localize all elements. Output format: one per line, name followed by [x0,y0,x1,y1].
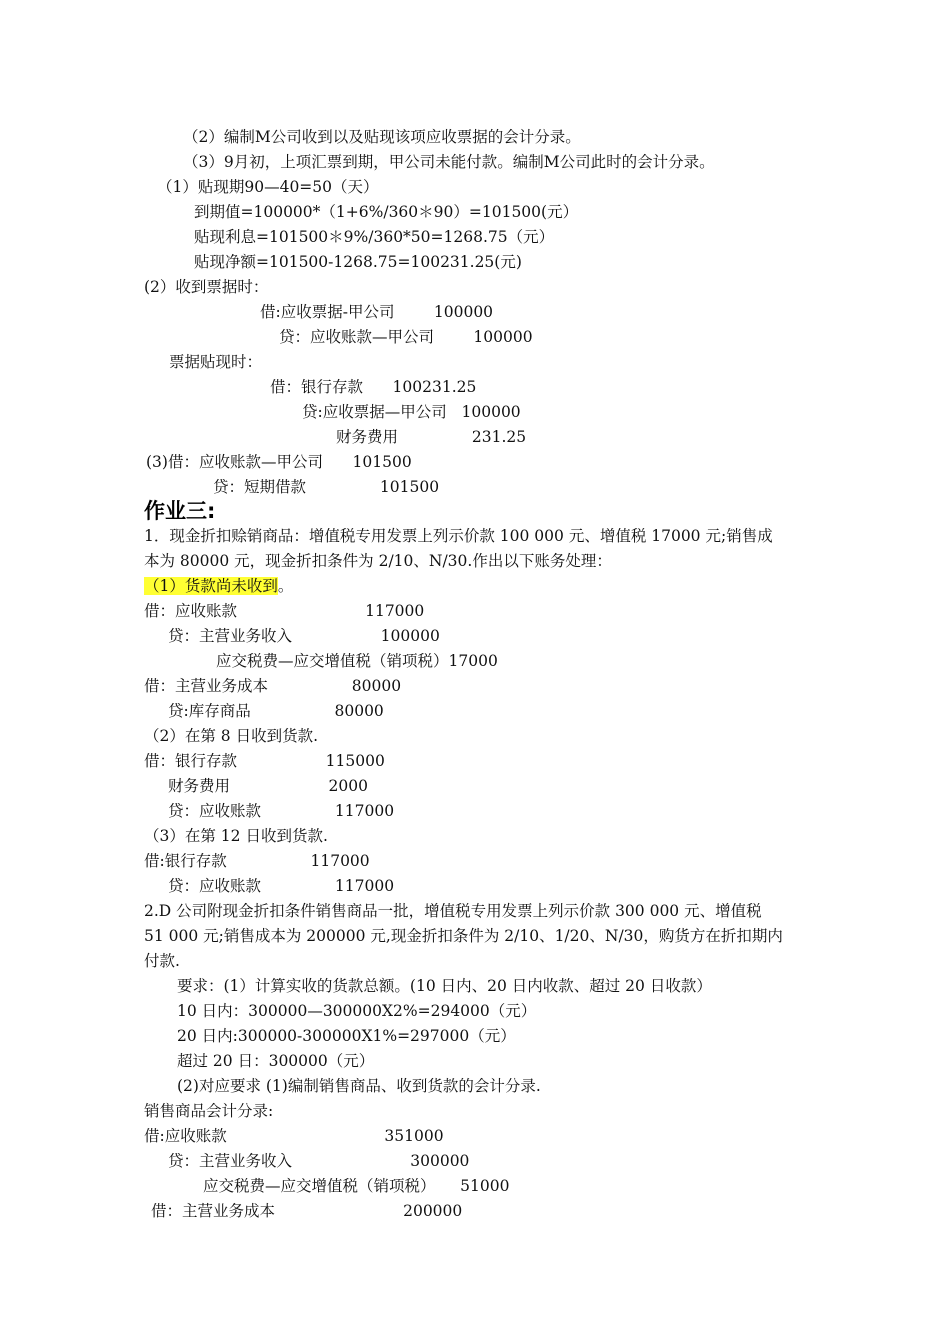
journal-entry-line: 借：银行存款 100231.25 [270,378,477,396]
problem-text: 51 000 元;销售成本为 200000 元,现金折扣条件为 2/10、1/20、N/30，购货方在折扣期内 [144,927,783,945]
text-line: 贴现净额=101500-1268.75=100231.25(元) [194,253,522,271]
problem-text: 本为 80000 元，现金折扣条件为 2/10、N/30.作出以下账务处理： [144,552,612,570]
highlighted-text: （1）货款尚未收到 [144,577,278,595]
text-line: （1）贴现期90—40=50（天） [157,178,379,196]
text-line: 要求：(1）计算实收的货款总额。(10 日内、20 日内收款、超过 20 日收款） [177,977,712,995]
journal-entry-line: 贷：主营业务收入 100000 [168,627,440,645]
journal-entry-line: 借：主营业务成本 200000 [151,1202,463,1220]
journal-entry-line: 贷：主营业务收入 300000 [168,1152,470,1170]
journal-entry-line: 贷:库存商品 80000 [168,702,384,720]
text-line: 票据贴现时： [169,353,263,371]
journal-entry-line: 财务费用 2000 [168,777,368,795]
highlighted-line [144,576,293,596]
journal-entry-line: 借:银行存款 117000 [144,852,370,870]
journal-entry-line: 借：主营业务成本 80000 [144,677,402,695]
journal-entry-line: 借：应收账款 117000 [144,602,425,620]
journal-entry-line: 借:应收账款 351000 [144,1127,444,1145]
journal-entry-line: 借：银行存款 115000 [144,752,385,770]
journal-entry-line: 贷：短期借款 101500 [213,478,440,496]
journal-entry-line: 贷:应收票据—甲公司 100000 [302,403,521,421]
journal-entry-line: 贷：应收账款—甲公司 100000 [279,328,533,346]
problem-text: 1．现金折扣赊销商品：增值税专用发票上列示价款 100 000 元、增值税 17000 元;销售成 [144,527,773,545]
text-line: 销售商品会计分录: [144,1102,274,1120]
text-line: 20 日内:300000-300000X1%=297000（元） [177,1027,516,1045]
text-line: 到期值=100000*（1+6%/360＊90）=101500(元） [194,203,579,221]
text-line: （2）编制M公司收到以及贴现该项应收票据的会计分录。 [183,128,581,146]
punctuation: 。 [277,577,294,595]
text-line: （3）在第 12 日收到货款. [144,827,328,845]
text-line: （3）9月初，上项汇票到期，甲公司未能付款。编制M公司此时的会计分录。 [183,153,715,171]
text-line: (2）收到票据时： [144,278,269,296]
journal-entry-line: 财务费用 231.25 [336,428,527,446]
problem-text: 付款. [144,952,180,970]
journal-entry-line: 应交税费—应交增值税（销项税） 51000 [203,1177,510,1195]
text-line: 贴现利息=101500＊9%/360*50=1268.75（元） [194,228,555,246]
text-line: 超过 20 日：300000（元） [177,1052,375,1070]
section-heading: 作业三: [144,499,216,523]
text-line: 10 日内：300000—300000X2%=294000（元） [177,1002,537,1020]
text-line: （2）在第 8 日收到货款. [144,727,319,745]
journal-entry-line: 贷：应收账款 117000 [168,802,395,820]
problem-text: 2.D 公司附现金折扣条件销售商品一批，增值税专用发票上列示价款 300 000 元、增值税 [144,902,762,920]
journal-entry-line: 应交税费—应交增值税（销项税）17000 [216,652,498,670]
text-line: (2)对应要求 (1)编制销售商品、收到货款的会计分录. [177,1077,541,1095]
journal-entry-line: 贷：应收账款 117000 [168,877,395,895]
journal-entry-line: (3)借：应收账款—甲公司 101500 [146,453,412,471]
journal-entry-line: 借:应收票据-甲公司 100000 [260,303,494,321]
